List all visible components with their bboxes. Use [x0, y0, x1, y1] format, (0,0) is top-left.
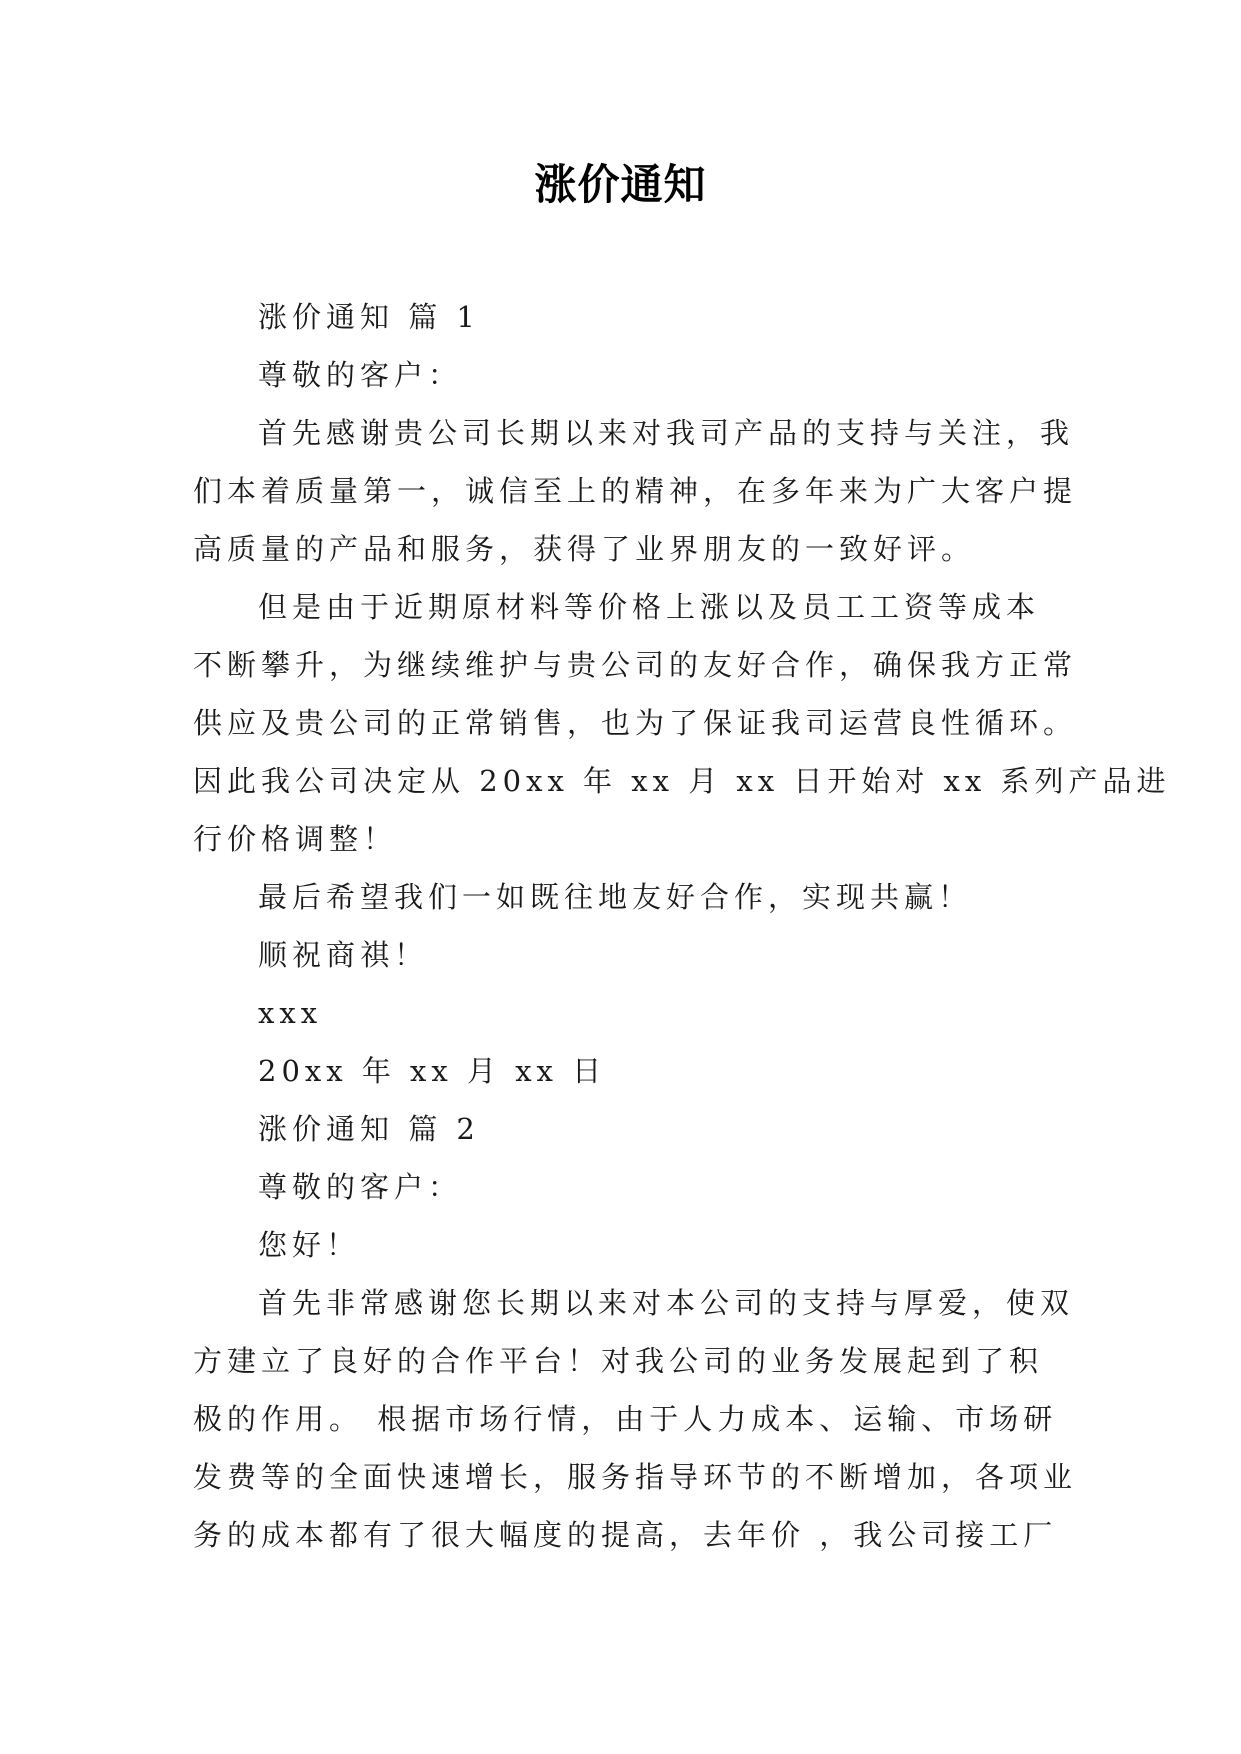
- salutation: 尊敬的客户：: [258, 358, 463, 392]
- paragraph-line: 但是由于近期原材料等价格上涨以及员工工资等成本: [258, 590, 1041, 624]
- paragraph-line: 因此我公司决定从 20xx 年 xx 月 xx 日开始对 xx 系列产品进: [193, 764, 1171, 798]
- section-heading: 涨价通知 篇 1: [258, 300, 480, 334]
- section-heading: 涨价通知 篇 2: [258, 1112, 480, 1146]
- paragraph-line: 务的成本都有了很大幅度的提高，去年价 ，我公司接工厂: [193, 1518, 1058, 1552]
- document-title: 涨价通知: [534, 160, 707, 209]
- salutation: 尊敬的客户：: [258, 1170, 463, 1204]
- paragraph-line: 高质量的产品和服务，获得了业界朋友的一致好评。: [193, 532, 976, 566]
- paragraph-line: 发费等的全面快速增长，服务指导环节的不断增加，各项业: [193, 1460, 1078, 1494]
- paragraph-line: 最后希望我们一如既往地友好合作，实现共赢！: [258, 880, 973, 914]
- paragraph-line: 不断攀升，为继续维护与贵公司的友好合作，确保我方正常: [193, 648, 1078, 682]
- signature-date: 20xx 年 xx 月 xx 日: [258, 1054, 607, 1088]
- closing-line: 顺祝商祺！: [258, 938, 429, 972]
- signature-name: xxx: [258, 996, 323, 1030]
- paragraph-line: 首先非常感谢您长期以来对本公司的支持与厚爱，使双: [258, 1286, 1075, 1320]
- paragraph-line: 极的作用。 根据市场行情，由于人力成本、运输、市场研: [193, 1402, 1058, 1436]
- paragraph-line: 们本着质量第一，诚信至上的精神，在多年来为广大客户提: [193, 474, 1078, 508]
- greeting: 您好！: [258, 1228, 361, 1262]
- paragraph-line: 行价格调整！: [193, 822, 398, 856]
- paragraph-line: 方建立了良好的合作平台！对我公司的业务发展起到了积: [193, 1344, 1044, 1378]
- paragraph-line: 供应及贵公司的正常销售，也为了保证我司运营良性循环。: [193, 706, 1078, 740]
- paragraph-line: 首先感谢贵公司长期以来对我司产品的支持与关注，我: [258, 416, 1075, 450]
